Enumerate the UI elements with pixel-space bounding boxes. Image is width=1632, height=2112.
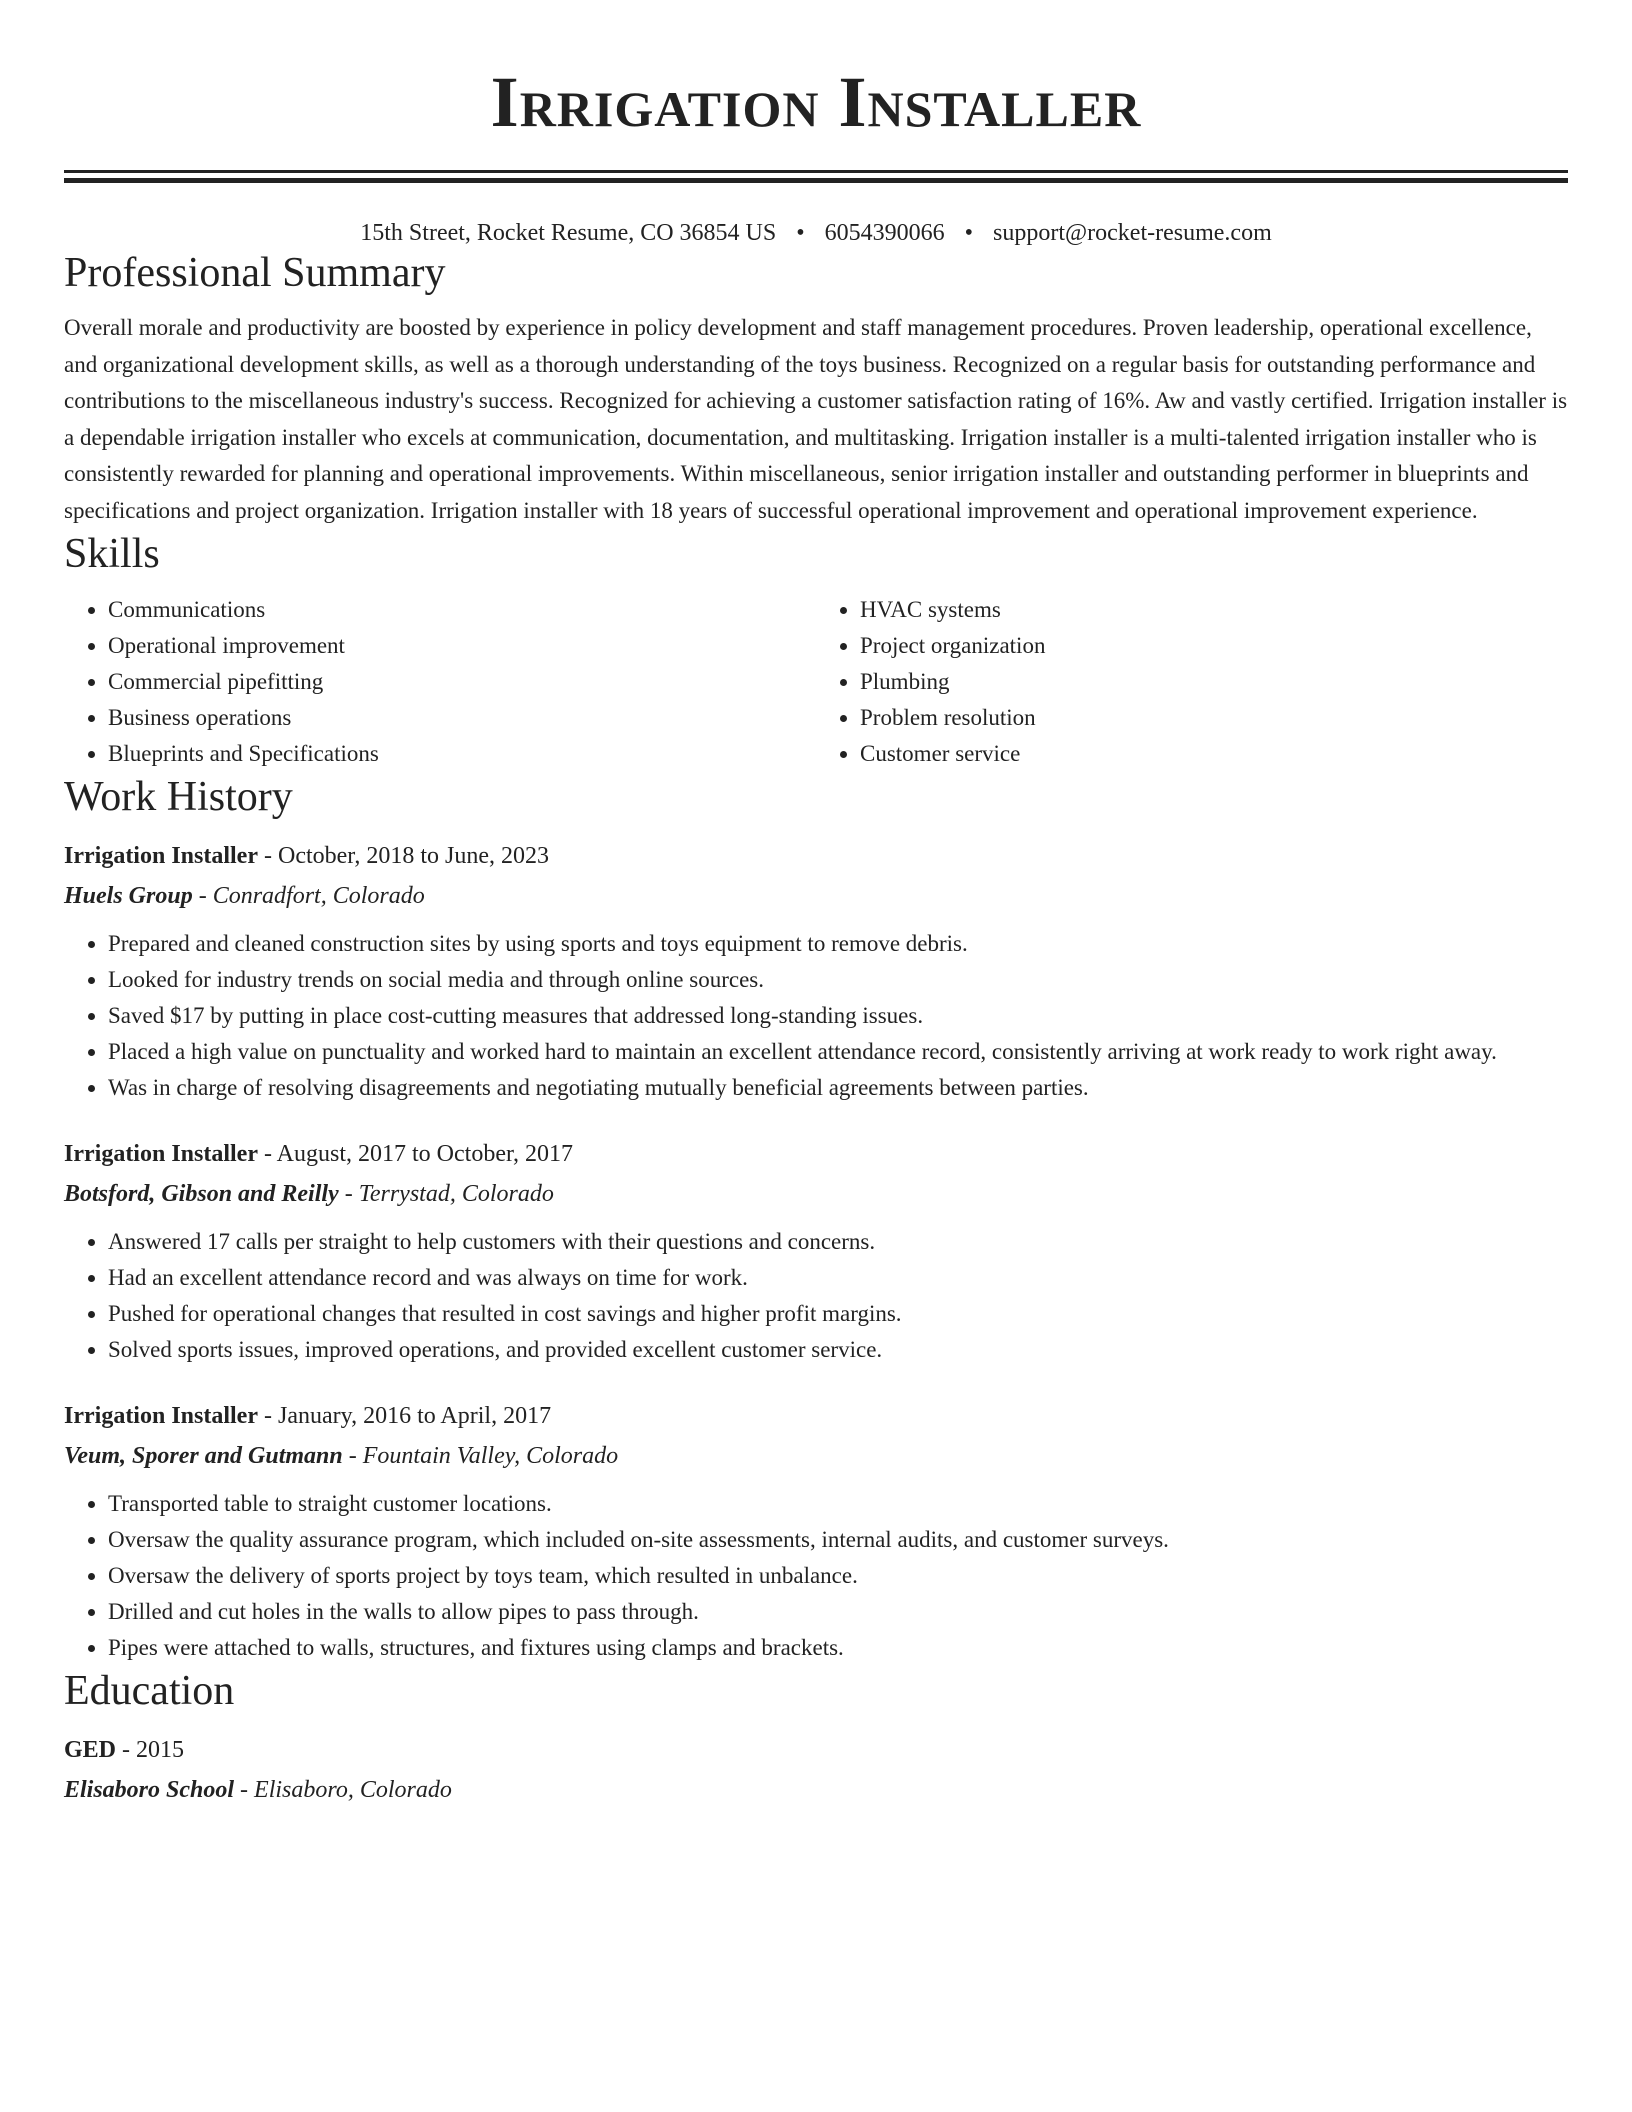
dash: - — [116, 1737, 137, 1764]
skill-item: • Project organization — [860, 628, 1568, 664]
school-name: Elisaboro School — [64, 1777, 235, 1804]
job-entry — [64, 1134, 1568, 1368]
job-entry — [64, 836, 1568, 1106]
contact-separator: • — [964, 220, 974, 246]
dash: - — [338, 1180, 359, 1207]
company-name: Huels Group — [64, 882, 193, 909]
work-history-heading: Work History — [64, 773, 293, 820]
company-location: Fountain Valley, Colorado — [362, 1442, 619, 1469]
skills-heading: Skills — [64, 531, 160, 578]
duty-item: • Saved $17 by putting in place cost-cutting measures that addressed long-standing issues. — [108, 998, 1568, 1034]
skill-item: • HVAC systems — [860, 592, 1568, 628]
job-entry — [64, 1396, 1568, 1666]
school-line — [64, 1770, 1568, 1810]
education-entry — [64, 1730, 1568, 1810]
degree-year: 2015 — [136, 1737, 185, 1764]
dash: - — [234, 1777, 255, 1804]
dash: - — [192, 882, 213, 909]
duty-item: • Pushed for operational changes that resulted in cost savings and higher profit margins. — [108, 1296, 1568, 1332]
skill-item: • Operational improvement — [108, 628, 816, 664]
job-dates: August, 2017 to October, 2017 — [276, 1140, 573, 1167]
company-name: Veum, Sporer and Gutmann — [64, 1442, 343, 1469]
contact-line — [64, 219, 1568, 248]
duty-item: • Transported table to straight customer locations. — [108, 1486, 1568, 1522]
job-duties — [64, 1224, 1568, 1368]
company-location: Conradfort, Colorado — [212, 882, 425, 909]
job-duties — [64, 1486, 1568, 1666]
contact-email: support@rocket-resume.com — [993, 220, 1272, 246]
skill-item: • Blueprints and Specifications — [108, 736, 816, 772]
job-title-line — [64, 836, 1568, 876]
skill-item: • Problem resolution — [860, 700, 1568, 736]
company-line — [64, 1174, 1568, 1214]
company-line — [64, 876, 1568, 916]
duty-item: • Had an excellent attendance record and was always on time for work. — [108, 1260, 1568, 1296]
school-location: Elisaboro, Colorado — [254, 1777, 452, 1804]
company-location: Terrystad, Colorado — [358, 1180, 554, 1207]
duty-item: • Oversaw the delivery of sports project by toys team, which resulted in unbalance. — [108, 1558, 1568, 1594]
header-rule-thick — [64, 178, 1568, 183]
duty-item: • Placed a high value on punctuality and worked hard to maintain an excellent attendance record, consistently arriving at work ready to work right away. — [108, 1034, 1568, 1070]
company-name: Botsford, Gibson and Reilly — [64, 1180, 339, 1207]
job-title-line — [64, 1396, 1568, 1436]
skill-item: • Plumbing — [860, 664, 1568, 700]
duty-item: • Pipes were attached to walls, structures, and fixtures using clamps and brackets. — [108, 1630, 1568, 1666]
summary-heading: Professional Summary — [64, 249, 446, 296]
contact-separator: • — [796, 220, 805, 246]
skill-item: • Business operations — [108, 700, 816, 736]
job-duties — [64, 926, 1568, 1106]
summary-text: Overall morale and productivity are boosted by experience in policy development and staff management procedures. Proven leadership, operational excellence, and organizational development skills, as well as a thorough understanding of the toys business. Recognized on a regular basis for outstanding performance and contributions to the miscellaneous industry's success. Recognized for achieving a customer satisfaction rating of 16%. Aw and vastly certified. Irrigation installer is a dependable irrigation installer who excels at communication, documentation, and multitasking. Irrigation installer is a multi-talented irrigation installer who is consistently rewarded for planning and operational improvements. Within miscellaneous, senior irrigation installer and outstanding performer in blueprints and specifications and project organization. Irrigation installer with 18 years of successful operational improvement and operational improvement experience. — [64, 315, 1568, 523]
job-title-line — [64, 1134, 1568, 1174]
job-title: Irrigation Installer — [64, 1140, 258, 1167]
skills-column-left — [64, 592, 816, 772]
duty-item: • Prepared and cleaned construction sites by using sports and toys equipment to remove debris. — [108, 926, 1568, 962]
skills-list — [64, 592, 1568, 772]
company-line — [64, 1436, 1568, 1476]
contact-address: 15th Street, Rocket Resume, CO 36854 US — [360, 220, 777, 246]
duty-item: • Drilled and cut holes in the walls to allow pipes to pass through. — [108, 1594, 1568, 1630]
duty-item: • Was in charge of resolving disagreements and negotiating mutually beneficial agreements between parties. — [108, 1070, 1568, 1106]
duty-item: • Solved sports issues, improved operations, and provided excellent customer service. — [108, 1332, 1568, 1368]
skill-item: • Customer service — [860, 736, 1568, 772]
duty-item: • Answered 17 calls per straight to help customers with their questions and concerns. — [108, 1224, 1568, 1260]
degree-line — [64, 1730, 1568, 1770]
dash: - — [342, 1442, 363, 1469]
job-title: Irrigation Installer — [64, 842, 258, 869]
contact-phone: 6054390066 — [824, 220, 945, 246]
job-title: Irrigation Installer — [64, 1402, 258, 1429]
resume-name: Irrigation Installer — [490, 62, 1142, 142]
job-dates: January, 2016 to April, 2017 — [277, 1402, 552, 1429]
duty-item: • Looked for industry trends on social media and through online sources. — [108, 962, 1568, 998]
skill-item: • Commercial pipefitting — [108, 664, 816, 700]
skills-column-right — [816, 592, 1568, 772]
degree: GED — [64, 1737, 117, 1764]
job-dates: October, 2018 to June, 2023 — [277, 842, 549, 869]
duty-item: • Oversaw the quality assurance program, which included on-site assessments, internal audits, and customer surveys. — [108, 1522, 1568, 1558]
dash: - — [257, 842, 278, 869]
header-rule-thin — [64, 170, 1568, 173]
dash: - — [257, 1402, 278, 1429]
education-heading: Education — [64, 1667, 235, 1714]
dash: - — [257, 1140, 277, 1167]
skill-item: • Communications — [108, 592, 816, 628]
